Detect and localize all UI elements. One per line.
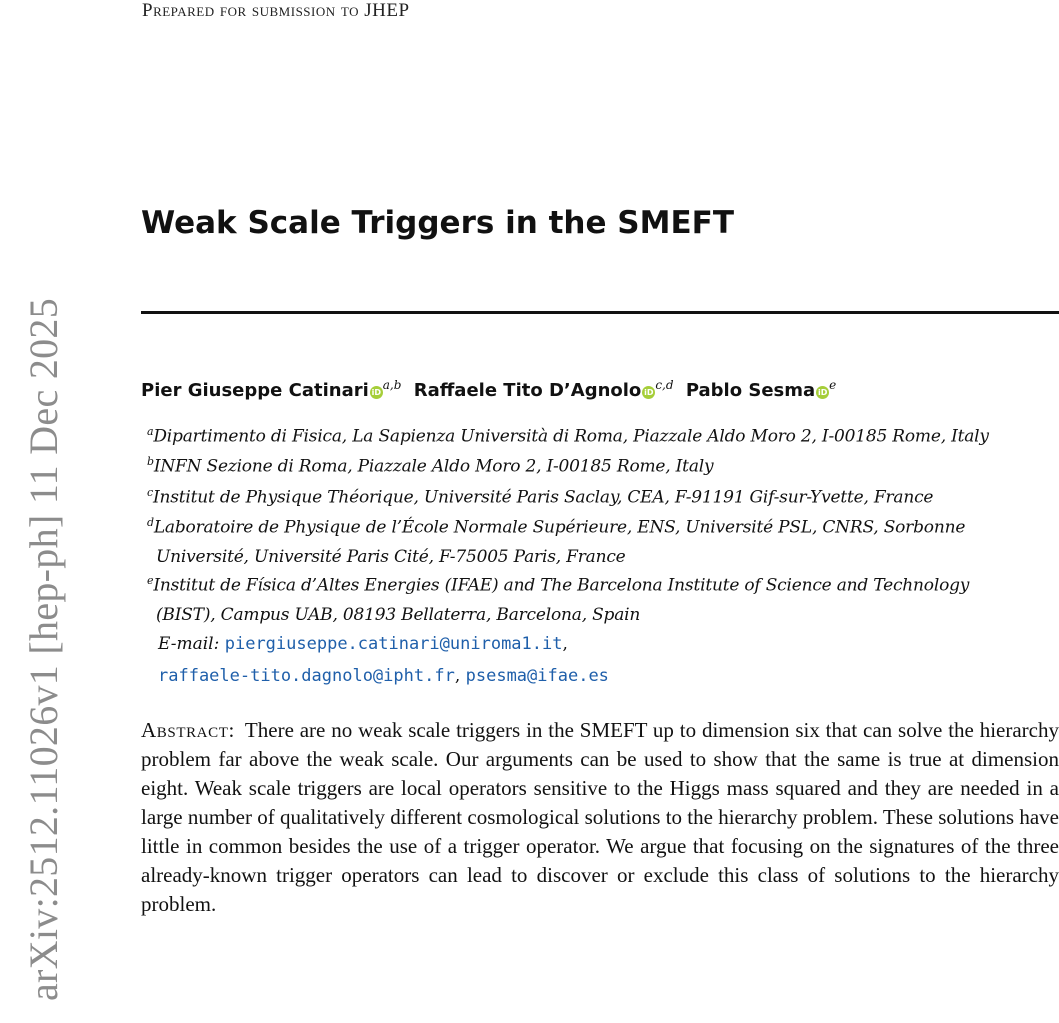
affiliation-text: Laboratoire de Physique de l’École Normale Supérieure, ENS, Université PSL, CNRS, Sorbonne [153,517,966,538]
email-separator: , [562,634,568,654]
title-rule [141,311,1059,314]
arxiv-sidebar [0,0,66,1023]
affiliation-b [147,447,713,482]
email-link-sesma[interactable]: psesma@ifae.es [465,666,609,686]
affiliation-mark: e [147,574,154,587]
author-name: Pablo Sesma [685,380,816,401]
email-link-dagnolo[interactable]: raffaele-tito.dagnolo@ipht.fr [158,666,455,686]
affiliation-text: INFN Sezione di Roma, Piazzale Aldo Moro 2, I-00185 Rome, Italy [153,456,714,477]
affiliation-text-continued: Université, Université Paris Cité, F-75005 Paris, France [156,546,626,567]
prepared-for-submission: Prepared for submission to JHEP [142,0,410,21]
orcid-icon[interactable]: iD [371,388,381,397]
email-link-catinari[interactable]: piergiuseppe.catinari@uniroma1.it [224,634,563,654]
author-list [141,378,842,401]
affiliation-d [147,508,965,572]
affiliation-text: Institut de Física d’Altes Energies (IFAE) and The Barcelona Institute of Science and Technology [153,575,970,596]
author-name: Raffaele Tito D’Agnolo [413,380,642,401]
abstract-label: Abstract: [141,718,235,742]
orcid-icon[interactable]: iD [817,388,828,397]
arxiv-identifier[interactable]: arXiv:2512.11026v1 [hep-ph] 11 Dec 2025 [21,297,66,1001]
affiliation-text: Institut de Physique Théorique, Université Paris Saclay, CEA, F-91191 Gif-sur-Yvette, France [152,487,934,508]
author-affil-mark: c,d [655,378,674,392]
email-block [158,628,609,692]
affiliation-mark: d [147,516,154,529]
affiliation-text-continued: (BIST), Campus UAB, 08193 Bellaterra, Barcelona, Spain [156,604,641,625]
paper-title: Weak Scale Triggers in the SMEFT [141,205,734,241]
abstract-text: There are no weak scale triggers in the SMEFT up to dimension six that can solve the hierarchy problem far above the weak scale. Our arguments can be used to show that the same is true at dimension eight. Weak scale triggers are local operators sensitive to the Higgs mass squared and they are needed in a large number of qualitatively different cosmological solutions to the hierarchy problem. These solutions have little in common besides the use of a trigger operator. We argue that focusing on the signatures of the three already-known trigger operators can lead to discover or exclude this class of solutions to the hierarchy problem. [141,718,1059,916]
affiliation-mark: c [147,486,153,499]
author-affil-mark: e [829,378,837,392]
orcid-icon[interactable]: iD [644,388,654,397]
abstract [141,716,1059,919]
affiliation-text: Dipartimento di Fisica, La Sapienza Università di Roma, Piazzale Aldo Moro 2, I-00185 Rome, Italy [153,426,989,447]
author-affil-mark: a,b [382,378,402,392]
affiliation-mark: b [147,455,154,468]
email-separator: , [454,666,461,686]
email-label: E-mail: [158,634,220,654]
affiliation-mark: a [147,425,154,438]
affiliation-e [147,566,969,630]
author-name: Pier Giuseppe Catinari [141,380,369,401]
